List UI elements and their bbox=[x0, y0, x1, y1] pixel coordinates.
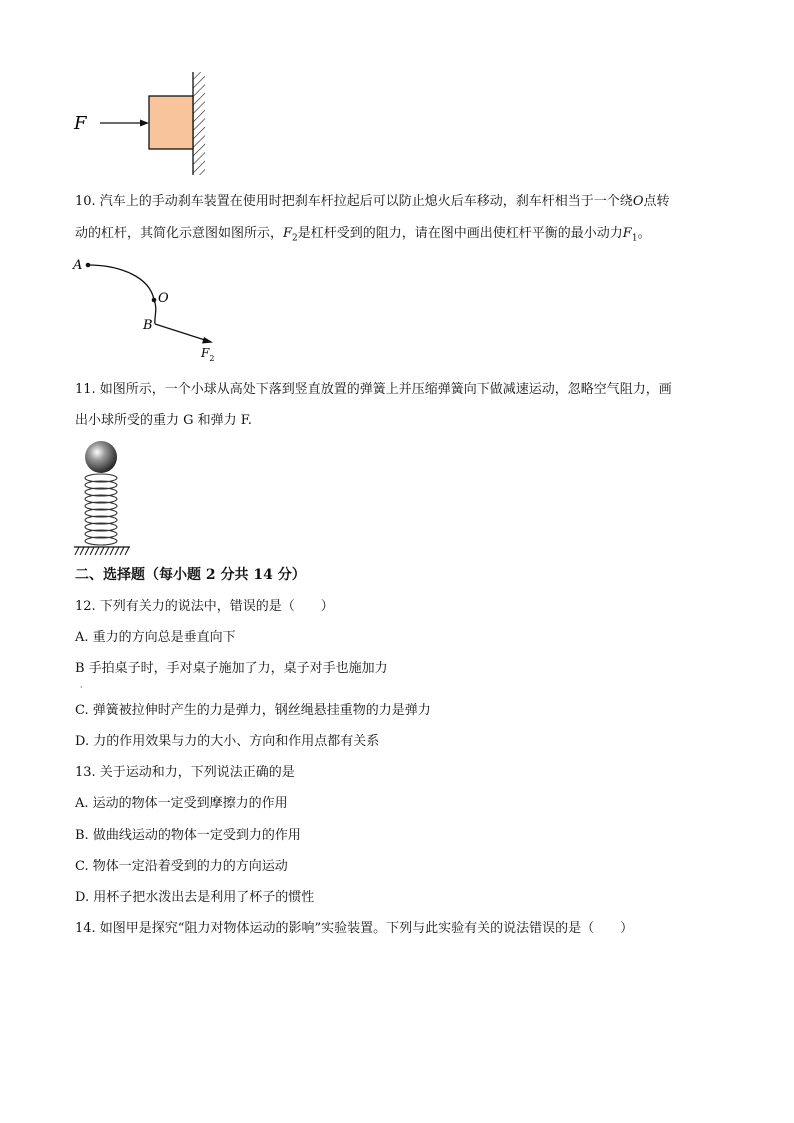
label-o: O bbox=[158, 291, 169, 306]
q13-option-d: D. 用杯子把水泼出去是利用了杯子的惯性 bbox=[75, 890, 315, 905]
q12-option-c: C. 弹簧被拉伸时产生的力是弹力，钢丝绳悬挂重物的力是弹力 bbox=[75, 703, 431, 718]
ball-spring-figure bbox=[70, 437, 140, 559]
stray-dot: · bbox=[80, 683, 83, 692]
spring bbox=[85, 474, 117, 545]
label-a: A bbox=[73, 258, 83, 273]
q13-stem: 13. 关于运动和力，下列说法正确的是 bbox=[75, 765, 295, 780]
label-b: B bbox=[143, 318, 153, 333]
q13-option-a: A. 运动的物体一定受到摩擦力的作用 bbox=[75, 796, 288, 811]
q10-line2: 动的杠杆，其简化示意图如图所示，$F_2$是杠杆受到的阻力，请在图中画出使杠杆平衡的最小动力$F_1$。 bbox=[75, 226, 651, 244]
label-f2: $F_2$ bbox=[201, 346, 215, 363]
point-o bbox=[152, 298, 157, 303]
q12-option-a: A. 重力的方向总是垂直向下 bbox=[75, 630, 236, 645]
q11-line1: 11. 如图所示，一个小球从高处下落到竖直放置的弹簧上并压缩弹簧向下做减速运动，忽略空气阻力，画 bbox=[75, 382, 672, 397]
q12-option-d: D. 力的作用效果与力的大小、方向和作用点都有关系 bbox=[75, 734, 380, 749]
q12-stem: 12. 下列有关力的说法中，错误的是（ ） bbox=[75, 599, 334, 614]
q13-option-b: B. 做曲线运动的物体一定受到力的作用 bbox=[75, 828, 301, 843]
lever-curve bbox=[88, 265, 156, 324]
force-label: F bbox=[74, 113, 87, 134]
block-wall-figure bbox=[60, 68, 220, 180]
point-a bbox=[86, 263, 91, 268]
block bbox=[149, 96, 193, 149]
force-arrow-head bbox=[140, 120, 149, 127]
q11-line2: 出小球所受的重力 G 和弹力 F. bbox=[75, 413, 252, 428]
section-heading: 二、选择题（每小题 2 分共 14 分） bbox=[75, 567, 306, 583]
force-f2-line bbox=[155, 324, 208, 341]
force-f2-arrowhead bbox=[202, 337, 213, 344]
ball bbox=[85, 441, 117, 473]
q12-option-b: B 手拍桌子时，手对桌子施加了力，桌子对手也施加力 bbox=[75, 661, 388, 676]
ground-hatching bbox=[75, 547, 129, 555]
q10-line1: 10. 汽车上的手动刹车装置在使用时把刹车杆拉起后可以防止熄火后车移动，刹车杆相当于一个绕O点转 bbox=[75, 194, 670, 209]
q13-option-c: C. 物体一定沿着受到的力的方向运动 bbox=[75, 859, 288, 874]
lever-figure bbox=[68, 253, 228, 365]
q10-pivot-var: O bbox=[632, 194, 644, 209]
wall-hatching bbox=[193, 72, 205, 175]
q14-stem: 14. 如图甲是探究“阻力对物体运动的影响”实验装置。下列与此实验有关的说法错误的是（ ） bbox=[75, 921, 634, 936]
